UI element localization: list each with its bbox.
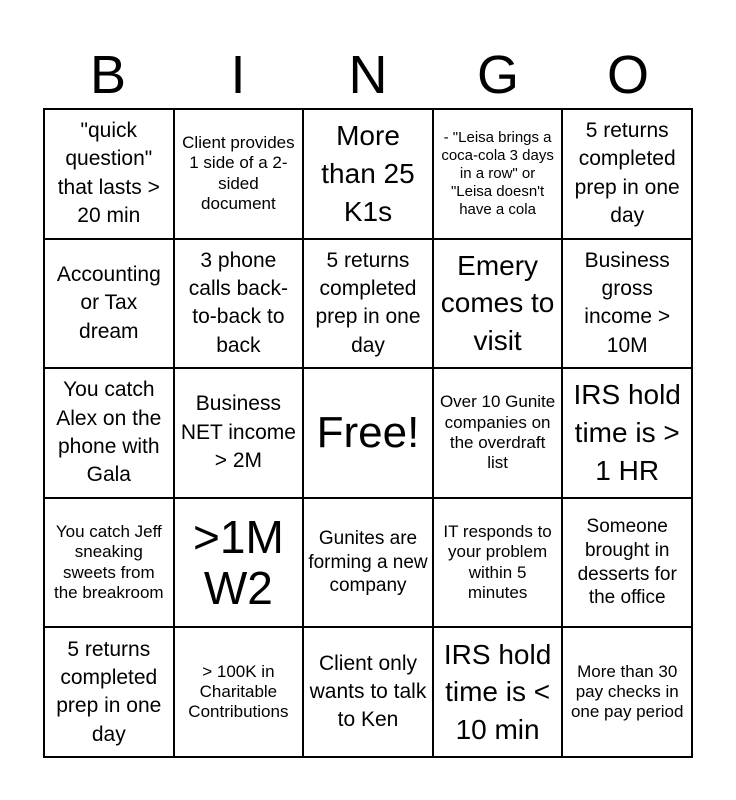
header-letter-g: G [476,45,519,105]
bingo-cell[interactable]: More than 25 K1s [303,109,433,239]
bingo-cell[interactable]: IT responds to your problem within 5 minutes [433,498,563,628]
bingo-cell[interactable]: Business NET income > 2M [174,368,304,498]
bingo-cell[interactable]: Over 10 Gunite companies on the overdraft list [433,368,563,498]
bingo-cell[interactable]: Client only wants to talk to Ken [303,627,433,757]
bingo-cell[interactable]: - "Leisa brings a coca-cola 3 days in a row" or "Leisa doesn't have a cola [433,109,563,239]
bingo-cell[interactable]: 5 returns completed prep in one day [44,627,174,757]
bingo-cell[interactable]: > 100K in Charitable Contributions [174,627,304,757]
header-letter-i: I [230,45,246,105]
bingo-cell[interactable]: Emery comes to visit [433,239,563,369]
bingo-cell[interactable]: More than 30 pay checks in one pay period [562,627,692,757]
bingo-cell[interactable]: 5 returns completed prep in one day [562,109,692,239]
bingo-cell[interactable]: IRS hold time is < 10 min [433,627,563,757]
bingo-header [43,42,693,108]
header-letter-n: N [348,45,388,105]
bingo-cell[interactable]: 3 phone calls back-to-back to back [174,239,304,369]
bingo-cell[interactable]: Accounting or Tax dream [44,239,174,369]
bingo-cell[interactable]: 5 returns completed prep in one day [303,239,433,369]
bingo-cell[interactable]: >1M W2 [174,498,304,628]
bingo-cell[interactable]: Business gross income > 10M [562,239,692,369]
header-letter-o: O [606,45,649,105]
bingo-cell[interactable]: You catch Alex on the phone with Gala [44,368,174,498]
bingo-cell[interactable]: Someone brought in desserts for the office [562,498,692,628]
bingo-cell[interactable]: IRS hold time is > 1 HR [562,368,692,498]
bingo-grid [43,108,693,758]
bingo-cell[interactable]: "quick question" that lasts > 20 min [44,109,174,239]
bingo-cell[interactable]: Gunites are forming a new company [303,498,433,628]
bingo-free-cell[interactable]: Free! [303,368,433,498]
bingo-cell[interactable]: Client provides 1 side of a 2-sided document [174,109,304,239]
bingo-cell[interactable]: You catch Jeff sneaking sweets from the breakroom [44,498,174,628]
header-letter-b: B [89,45,127,105]
